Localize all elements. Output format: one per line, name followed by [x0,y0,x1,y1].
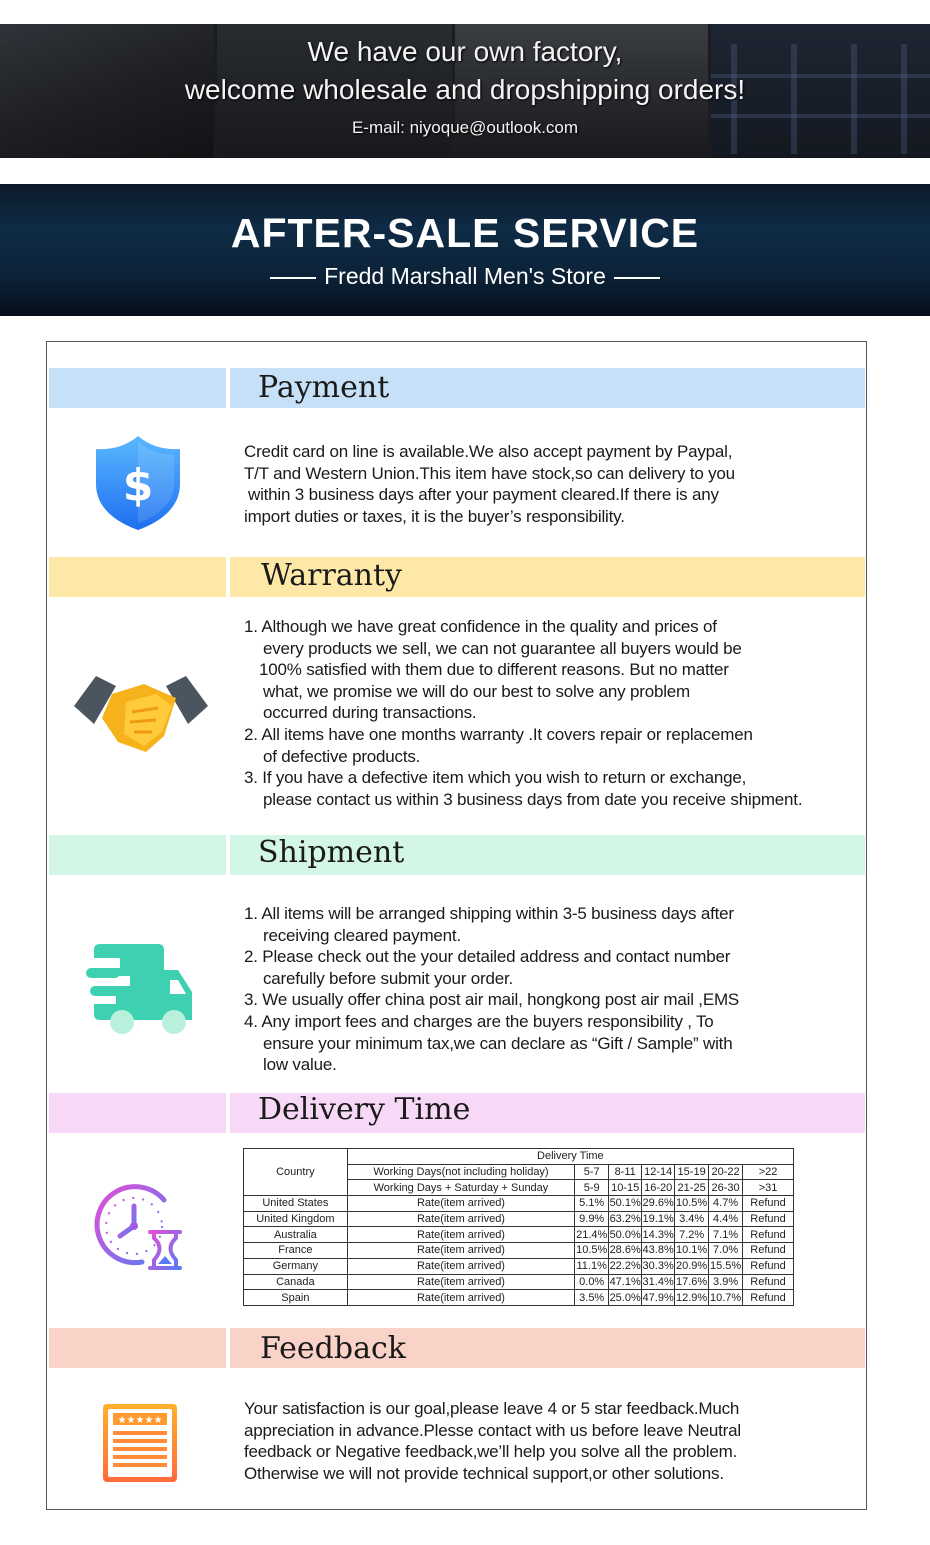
rate-cell: Refund [743,1290,794,1306]
divider-left [270,277,316,279]
header-cell: 21-25 [675,1180,709,1196]
delivery-time-table [243,1148,794,1306]
header-cell: 5-7 [575,1164,609,1180]
feedback-line: Otherwise we will not provide technical support,or other solutions. [244,1463,724,1483]
rate-cell: Refund [743,1258,794,1274]
table-row [244,1243,794,1259]
header-cell: 10-15 [609,1180,642,1196]
rate-cell: 47.1% [609,1275,641,1288]
rate-cell: 4.4% [709,1211,743,1227]
feedback-text [244,1398,741,1484]
rate-cell: 50.1% [609,1197,641,1210]
handshake-icon [72,672,210,756]
feedback-line: Your satisfaction is our goal,please leave 4 or 5 star feedback.Much [244,1399,740,1418]
rate-cell: Refund [743,1243,794,1259]
table-row [244,1290,794,1306]
feedback-line: feedback or Negative feedback,we’ll help you solve all the problem. [244,1442,738,1462]
feedback-line: appreciation in advance.Plesse contact with us before leave Neutral [244,1420,741,1440]
rate-cell: 3.5% [575,1290,609,1306]
banner-headline: We have our own factory, [307,36,623,67]
rate-cell: 22.2% [609,1260,641,1273]
warranty-line: what, we promise we will do our best to solve any problem [263,681,691,701]
rate-cell: 3.4% [675,1211,709,1227]
country-cell: United Kingdom [244,1211,348,1227]
rate-cell: 28.6% [609,1244,641,1257]
rate-label-cell: Rate(item arrived) [347,1243,574,1259]
shipment-line: ensure your minimum tax,we can declare as “Gift / Sample” with [263,1033,733,1053]
shipment-line: low value. [263,1055,337,1075]
svg-text:★★★★★: ★★★★★ [117,1415,163,1426]
rate-cell: Refund [743,1227,794,1243]
rate-label-cell: Rate(item arrived) [347,1211,574,1227]
rate-cell: 10.5% [676,1197,708,1210]
delivery-bar-left [49,1093,226,1133]
header-cell: 15-19 [675,1164,709,1180]
feedback-bar-left [49,1328,226,1368]
country-cell: Spain [244,1290,348,1306]
rate-cell: 9.9% [575,1211,609,1227]
dollar-shield-icon [94,434,182,532]
store-name [0,263,930,290]
shipment-bar-left [49,835,226,875]
payment-line: within 3 business days after your payment cleared.If there is any [248,485,719,505]
table-row [244,1211,794,1227]
rate-cell: 12.9% [676,1291,708,1304]
rate-cell: 7.0% [709,1243,743,1259]
factory-banner [0,24,930,158]
rate-label-cell: Rate(item arrived) [347,1258,574,1274]
header-cell: 8-11 [609,1164,642,1180]
shipment-line: receiving cleared payment. [263,925,461,945]
rate-cell: 10.7% [709,1291,742,1304]
shipment-line: carefully before submit your order. [263,968,514,988]
table-row [244,1196,794,1212]
table-header-row [244,1149,794,1165]
clock-hourglass-icon [94,1182,186,1272]
table-caption: Delivery Time [347,1149,793,1165]
rate-cell: 30.3% [642,1260,674,1273]
rate-label-cell: Rate(item arrived) [347,1274,574,1290]
payment-line: import duties or taxes, it is the buyer’s responsibility. [244,506,625,526]
warranty-line: every products we sell, we can not guarantee all buyers would be [263,638,742,658]
payment-line: T/T and Western Union.This item have stock,so can delivery to you [244,463,735,483]
after-sale-header [0,184,930,316]
rate-cell: 47.9% [642,1291,674,1304]
warranty-line: 3. If you have a defective item which you wish to return or exchange, [244,768,747,788]
country-cell: United States [244,1196,348,1212]
rate-cell: 3.9% [709,1274,743,1290]
payment-title: Payment [258,370,390,405]
header-cell: >22 [743,1164,794,1180]
rate-cell: 4.7% [709,1196,743,1212]
rate-cell: 20.9% [676,1260,708,1273]
rate-label-cell: Rate(item arrived) [347,1196,574,1212]
rate-cell: 17.6% [676,1275,708,1288]
rate-cell: 15.5% [709,1260,742,1273]
rate-cell: Refund [743,1196,794,1212]
rate-cell: 50.0% [609,1228,641,1241]
divider-right [614,277,660,279]
payment-bar-left [49,368,226,408]
warranty-text [244,616,802,810]
warranty-line: occurred during transactions. [263,703,477,723]
header-cell: >31 [743,1180,794,1196]
header-cell: 26-30 [709,1180,743,1196]
table-row [244,1274,794,1290]
banner-subheadline: welcome wholesale and dropshipping orders! [184,74,746,105]
feedback-title: Feedback [260,1331,406,1366]
rate-cell: 14.3% [642,1228,674,1241]
warranty-line: of defective products. [263,746,421,766]
rate-cell: 11.1% [576,1260,607,1273]
rate-label-cell: Rate(item arrived) [347,1290,574,1306]
banner-email[interactable]: E-mail: niyoque@outlook.com [351,118,579,137]
shipment-line: 4. Any import fees and charges are the buyers responsibility , To [244,1011,714,1031]
header-label: Working Days + Saturday + Sunday [347,1180,574,1196]
rate-cell: 31.4% [642,1275,674,1288]
rate-cell: 0.0% [575,1274,609,1290]
rate-cell: 43.8% [642,1244,674,1257]
svg-text:$: $ [122,460,154,511]
country-cell: Canada [244,1274,348,1290]
warranty-line: 1. Although we have great confidence in the quality and prices of [244,617,717,636]
rate-cell: 7.1% [709,1227,743,1243]
rate-cell: 10.5% [576,1244,608,1257]
country-cell: Germany [244,1258,348,1274]
country-header: Country [244,1149,348,1196]
shipment-line: 1. All items will be arranged shipping within 3-5 business days after [244,904,734,923]
store-name-text: Fredd Marshall Men's Store [324,263,606,289]
warranty-bar-left [49,557,226,597]
shipment-text [244,903,739,1076]
table-row [244,1227,794,1243]
rate-cell: Refund [743,1211,794,1227]
warranty-line: 100% satisfied with them due to different reasons. But no matter [259,660,729,680]
payment-line: Credit card on line is available.We also accept payment by Paypal, [244,442,733,461]
country-cell: Australia [244,1227,348,1243]
rate-label-cell: Rate(item arrived) [347,1227,574,1243]
page-title: AFTER-SALE SERVICE [230,210,700,256]
rate-cell: 63.2% [609,1213,641,1226]
warranty-title: Warranty [261,558,403,593]
payment-text [244,441,735,527]
rate-cell: 7.2% [675,1227,709,1243]
rate-cell: 19.1% [642,1213,674,1226]
rate-cell: 25.0% [609,1291,641,1304]
header-label: Working Days(not including holiday) [347,1164,574,1180]
header-cell: 20-22 [709,1164,743,1180]
header-cell: 16-20 [642,1180,675,1196]
rate-cell: 10.1% [676,1244,708,1257]
shipment-title: Shipment [258,835,405,870]
country-cell: France [244,1243,348,1259]
rate-cell: 21.4% [576,1228,608,1241]
delivery-truck-icon [86,942,194,1038]
shipment-line: 3. We usually offer china post air mail, hongkong post air mail ,EMS [244,990,740,1010]
header-cell: 5-9 [575,1180,609,1196]
header-cell: 12-14 [642,1164,675,1180]
warranty-line: please contact us within 3 business days from date you receive shipment. [263,789,803,809]
warranty-line: 2. All items have one months warranty .It covers repair or replacemen [244,724,753,744]
shipment-line: 2. Please check out the your detailed address and contact number [244,947,731,967]
rate-cell: 5.1% [575,1196,609,1212]
rate-cell: Refund [743,1274,794,1290]
star-rating-document-icon [101,1402,179,1484]
rate-cell: 29.6% [642,1197,674,1210]
table-row [244,1258,794,1274]
delivery-title: Delivery Time [258,1092,471,1127]
